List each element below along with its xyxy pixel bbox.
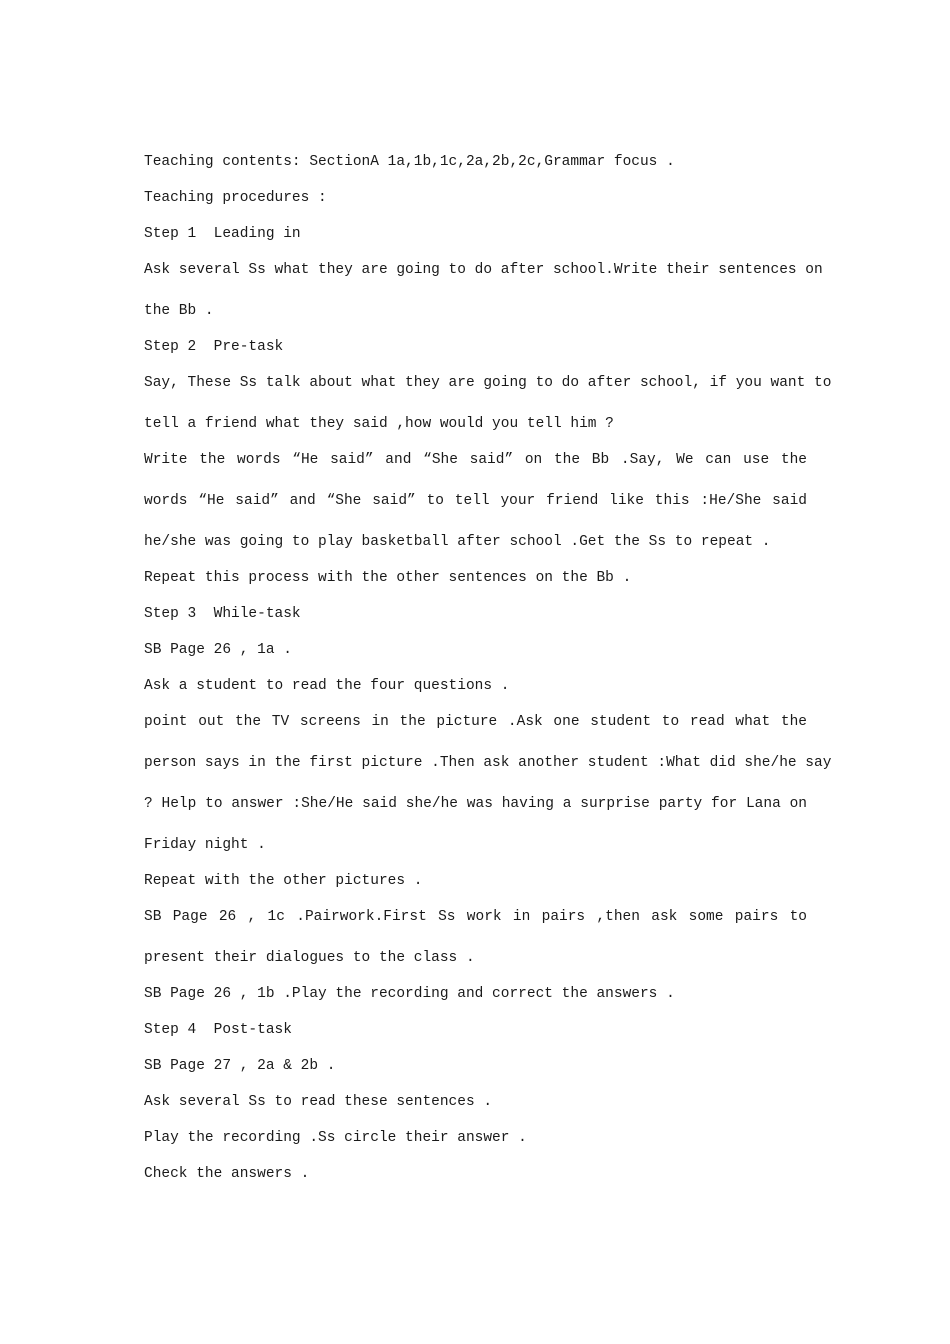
play-recording: Play the recording .Ss circle their answer . [144, 1130, 527, 1146]
document-page [144, 151, 832, 1199]
teaching-contents: Teaching contents: SectionA 1a,1b,1c,2a,2b,2c,Grammar focus . [144, 154, 675, 170]
paragraph-leading-in [144, 259, 823, 322]
paragraph-say [144, 372, 832, 435]
paragraph-pairwork [144, 906, 807, 969]
paragraph-line: tell a friend what they said ,how would you tell him ? [144, 416, 614, 432]
step-3-heading: Step 3 While-task [144, 606, 301, 622]
ask-four-questions: Ask a student to read the four questions . [144, 678, 510, 694]
paragraph-write-words [144, 449, 807, 553]
paragraph-line: words “He said” and “She said” to tell your friend like this :He/She said [144, 493, 807, 509]
paragraph-line: person says in the first picture .Then ask another student :What did she/he say [144, 755, 832, 771]
paragraph-line: point out the TV screens in the picture .Ask one student to read what the [144, 714, 807, 730]
teaching-procedures: Teaching procedures : [144, 190, 327, 206]
repeat-other-pictures: Repeat with the other pictures . [144, 873, 423, 889]
paragraph-line: SB Page 26 , 1c .Pairwork.First Ss work in pairs ,then ask some pairs to [144, 909, 807, 925]
sb-page-26-1b: SB Page 26 , 1b .Play the recording and correct the answers . [144, 986, 675, 1002]
step-4-heading: Step 4 Post-task [144, 1022, 292, 1038]
paragraph-line: Ask several Ss what they are going to do after school.Write their sentences on [144, 262, 823, 278]
sb-page-26-1a: SB Page 26 , 1a . [144, 642, 292, 658]
repeat-process: Repeat this process with the other sentences on the Bb . [144, 570, 632, 586]
step-2-heading: Step 2 Pre-task [144, 339, 284, 355]
step-1-heading: Step 1 Leading in [144, 226, 301, 242]
paragraph-line: the Bb . [144, 303, 214, 319]
paragraph-line: present their dialogues to the class . [144, 950, 475, 966]
paragraph-line: ? Help to answer :She/He said she/he was having a surprise party for Lana on [144, 796, 807, 812]
ask-read-sentences: Ask several Ss to read these sentences . [144, 1094, 493, 1110]
sb-page-27: SB Page 27 , 2a & 2b . [144, 1058, 336, 1074]
paragraph-line: he/she was going to play basketball after school .Get the Ss to repeat . [144, 534, 771, 550]
check-answers: Check the answers . [144, 1166, 310, 1182]
paragraph-line: Write the words “He said” and “She said” on the Bb .Say, We can use the [144, 452, 807, 468]
paragraph-line: Friday night . [144, 837, 266, 853]
paragraph-line: Say, These Ss talk about what they are going to do after school, if you want to [144, 375, 832, 391]
paragraph-point-out [144, 711, 832, 856]
